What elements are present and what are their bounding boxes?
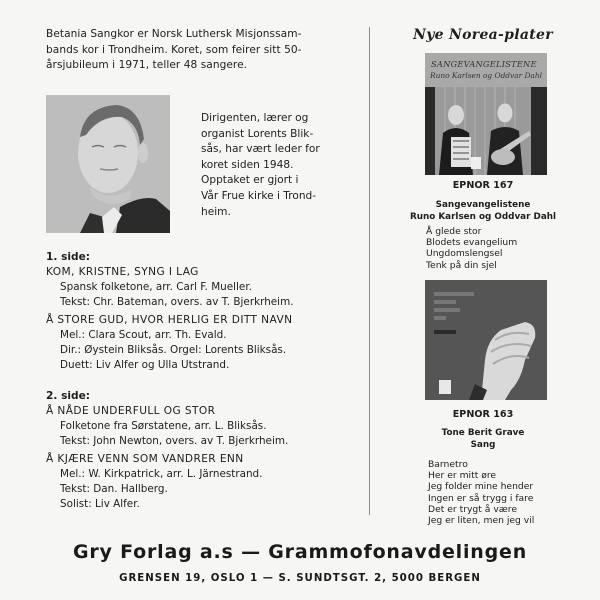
conductor-portrait-image (46, 95, 170, 233)
song-title: Å STORE GUD, HVOR HERLIG ER DITT NAVN (46, 314, 293, 326)
artist-line: Sang (470, 440, 496, 450)
artist-line: Runo Karlsen og Oddvar Dahl (409, 212, 557, 222)
conductor-bio (201, 111, 361, 220)
new-records-heading: Nye Norea-plater (413, 27, 553, 43)
track-item: Barnetro (428, 459, 468, 470)
side-1-tracklist (46, 250, 366, 373)
song-credit: Tekst: Dan. Hallberg. (60, 483, 168, 495)
publisher-name: Gry Forlag a.s — Grammofonavdelingen (72, 541, 528, 563)
track-item: Her er mitt øre (428, 470, 497, 482)
conductor-portrait (46, 95, 170, 233)
bio-line: Opptaket er gjort i (201, 174, 299, 187)
record-tracklist (428, 459, 578, 526)
song-credit: Solist: Liv Alfer. (60, 498, 140, 510)
bio-line: koret siden 1948. (201, 158, 294, 171)
cover-title: SANGEVANGELISTENE (431, 59, 537, 69)
intro-line: Betania Sangkor er Norsk Luthersk Misjonssam- (46, 28, 302, 40)
track-item: Tenk på din sjel (426, 259, 497, 271)
cover-photo-praying-hands (425, 280, 547, 400)
record-cover-epnor-163 (425, 280, 547, 400)
record-artist (388, 199, 578, 223)
bio-line: organist Lorents Blik- (201, 127, 314, 140)
song-title: KOM, KRISTNE, SYNG I LAG (46, 266, 199, 278)
publisher-address: GRENSEN 19, OSLO 1 — S. SUNDTSGT. 2, 5000 BERGEN (119, 573, 481, 584)
bio-line: Vår Frue kirke i Trond- (201, 189, 317, 202)
bio-line: heim. (201, 205, 231, 218)
song-title: Å NÅDE UNDERFULL OG STOR (46, 405, 216, 417)
bio-line: Dirigenten, lærer og (201, 112, 309, 124)
artist-line: Tone Berit Grave (441, 428, 525, 438)
record-cover-epnor-167 (425, 53, 547, 175)
artist-line: Sangevangelistene (435, 200, 531, 210)
track-item: Jeg folder mine hender (428, 481, 534, 493)
record-artist (388, 427, 578, 451)
song-credit: Tekst: John Newton, overs. av T. Bjerkrheim. (60, 435, 289, 447)
song-credit: Spansk folketone, arr. Carl F. Mueller. (60, 281, 252, 293)
song-credit: Dir.: Øystein Bliksås. Orgel: Lorents Bliksås. (60, 344, 287, 356)
bio-line: sås, har vært leder for (201, 143, 320, 156)
track-item: Jeg er liten, men jeg vil (428, 515, 535, 527)
intro-line: bands kor i Trondheim. Koret, som feirer sitt 50- (46, 43, 302, 56)
side-heading: 2. side: (46, 390, 91, 402)
record-tracklist (426, 226, 576, 271)
column-divider (369, 27, 370, 515)
track-item: Det er trygt å være (428, 503, 518, 515)
song-credit: Duett: Liv Alfer og Ulla Utstrand. (60, 359, 230, 371)
side-2-tracklist (46, 389, 366, 512)
track-item: Blodets evangelium (426, 237, 518, 249)
intro-paragraph (46, 27, 356, 74)
song-credit: Folketone fra Sørstatene, arr. L. Bliksås. (60, 420, 267, 432)
cover-title-band (425, 53, 547, 87)
track-item: Ungdomslengsel (426, 248, 503, 260)
catalog-number: EPNOR 163 (452, 409, 514, 420)
catalog-number: EPNOR 167 (452, 180, 514, 191)
cover-subtitle: Runo Karlsen og Oddvar Dahl (430, 71, 542, 80)
side-heading: 1. side: (46, 251, 91, 263)
song-credit: Tekst: Chr. Bateman, overs. av T. Bjerkrheim. (60, 296, 294, 308)
track-item: Å glede stor (426, 226, 482, 237)
intro-line: årsjubileum i 1971, teller 48 sangere. (46, 59, 248, 71)
song-title: Å KJÆRE VENN SOM VANDRER ENN (46, 453, 244, 465)
track-item: Ingen er så trygg i fare (428, 492, 534, 504)
song-credit: Mel.: W. Kirkpatrick, arr. L. Järnestrand. (60, 468, 263, 480)
song-credit: Mel.: Clara Scout, arr. Th. Evald. (60, 329, 227, 341)
